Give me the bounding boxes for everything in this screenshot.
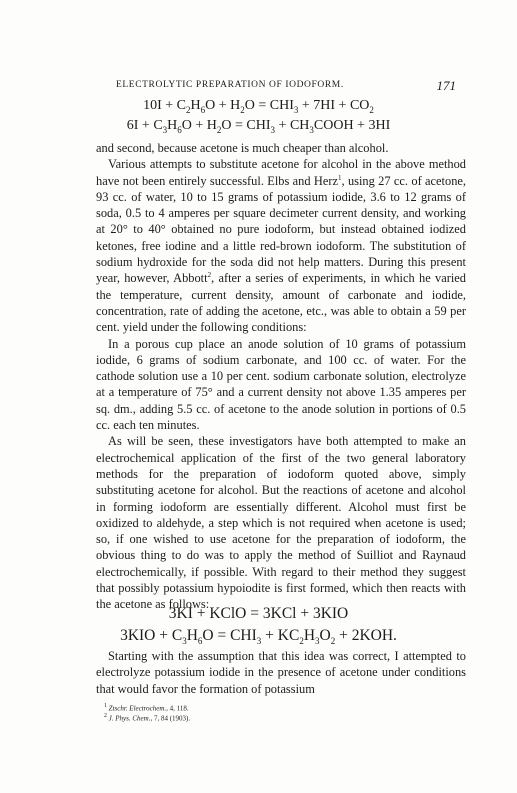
running-title: ELECTROLYTIC PREPARATION OF IODOFORM. bbox=[116, 80, 344, 90]
footnote-ref: 2 bbox=[207, 271, 212, 280]
footnote-2: $^2$ J. Phys. Chem., 7, 84 (1903). bbox=[104, 713, 191, 723]
body-text-block-1 bbox=[96, 140, 466, 613]
paragraph: and second, because acetone is much cheaper than alcohol. bbox=[96, 141, 389, 155]
page-number: 171 bbox=[436, 78, 456, 93]
paragraph: Starting with the assumption that this idea was correct, I attempted to electrolyze potassium iodide in the presence of acetone under conditions that would favor the formation of potassium bbox=[96, 649, 466, 696]
equation-1: $10I + C_2H_6O + H_2O = CHI_3 + 7HI + CO_2$ bbox=[143, 98, 374, 115]
equation-4: $3KIO + C_3H_6O = CHI_3 + KC_2H_3O_2 + 2KOH$. bbox=[120, 627, 397, 647]
footnote-1: $^1$ Ztschr. Electrochem., 4, 118. bbox=[104, 703, 189, 713]
paragraph: Various attempts to substitute acetone for alcohol in the above method have not been entirely successful. Elbs and Herz$^1$, using 27 cc. of acetone, 93 cc. of water, 10 to 15 grams of potassium iodide, 3.6 to 12 grams of soda, 0.5 to 4 amperes per square decimeter current density, and working at 20° to 40° obtained no pure iodoform, but instead obtained iodized ketones, free iodine and a little red-brown iodoform. The substitution of sodium hydroxide for the soda did not help matters. During this present year, however, Abbott$^2$, after a series of experiments, in which he varied the temperature, current density, amount of carbonate and iodide, concentration, rate of adding the acetone, etc., was able to obtain a 59 per cent. yield under the following conditions: bbox=[96, 157, 466, 335]
paragraph: In a porous cup place an anode solution of 10 grams of potassium iodide, 6 grams of sodium carbonate, and 100 cc. of water. For the cathode solution use a 10 per cent. sodium carbonate solution, electrolyze at a temperature of 75° and a current density not above 1.35 amperes per sq. dm., adding 5.5 cc. of acetone to the anode solution in portions of 0.5 cc. each ten minutes. bbox=[96, 336, 466, 433]
running-header bbox=[116, 78, 456, 93]
footnote-ref: 1 bbox=[338, 173, 342, 182]
paragraph: As will be seen, these investigators have both attempted to make an electrochemical application of the first of the two general laboratory methods for the preparation of iodoform quoted above, simply substituting acetone for alcohol. But the reactions of acetone and alcohol in forming iodoform are essentially different. Alcohol must first be oxidized to aldehyde, a step which is not required when acetone is used; so, if one wished to use acetone for the preparation of iodoform, the obvious thing to do was to apply the method of Suilliot and Raynaud electrochemically, if possible. With regard to their method they suggest that possibly potassium hypoiodite is first formed, which then reacts with the acetone as follows: bbox=[96, 434, 466, 612]
equation-3: 3KI + KClO = 3KCl + 3KIO bbox=[168, 605, 349, 622]
body-text-block-2 bbox=[96, 648, 466, 697]
equation-2: $6I + C_3H_6O + H_2O = CHI_3$ + $CH_3COOH + 3HI$ bbox=[126, 118, 391, 135]
